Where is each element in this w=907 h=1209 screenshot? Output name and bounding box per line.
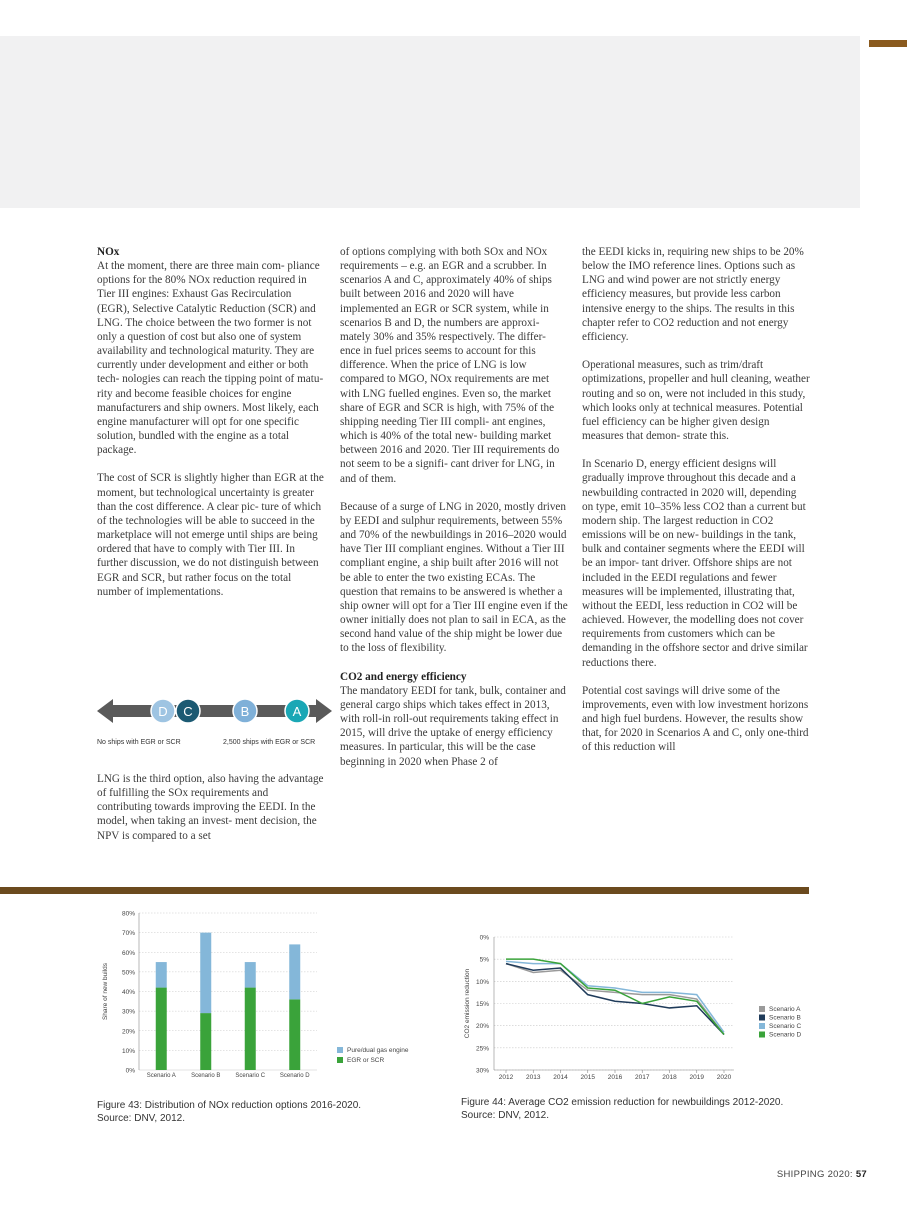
- paragraph: of options complying with both SOx and NOx requirements – e.g. an EGR and a scrubber. In scenarios A and C, approximately 40% of ships built between 2016 and 2020 will have implemented an EGR or SCR system, while in scenarios B and D, the numbers are approxi- mately 30% and 35% respectively. The differ- ence in fuel prices seems to account for this difference. When the price of LNG is low compared to MGO, NOx requirements are met with LNG fuelled engines. Even so, the market share of EGR and SCR is high, with 75% of the shipping needing Tier III compli- ant engines, which is 40% of the total new- building market between 2016 and 2020. Tier III requirements do not seem to be a signifi- cant driver for LNG, in and of them.: [340, 246, 560, 485]
- figure-43-caption: [97, 1100, 361, 1125]
- paragraph: The mandatory EEDI for tank, bulk, container and general cargo ships which takes effect in 2013, with roll-in roll-out requirements taking effect in 2015, will drive the uptake of energy efficiency measures. In particular, this will be the case beginning in 2020 when Phase 2 of: [340, 684, 566, 768]
- bar-pure-dual-gas-engine: [245, 962, 256, 988]
- figure-44-line-chart: [458, 925, 818, 1081]
- y-tick-label: 30%: [121, 1008, 135, 1016]
- x-tick-label: 2014: [553, 1074, 568, 1081]
- legend-label: Scenario D: [769, 1031, 802, 1039]
- legend-swatch: [759, 1015, 765, 1021]
- bar-egr-or-scr: [245, 988, 256, 1070]
- paragraph: In Scenario D, energy efficient designs will gradually improve throughout this decade and a newbuilding contracted in 2020 will, depending on type, emit 10–35% less CO2 than a current but modern ship. The largest reduction in CO2 emissions will be on new- buildings in the tank, bulk and container segments where the EEDI will be an impor- tant driver. Offshore ships are not included in the EEDI regulations and fewer measures will be implemented, illustrating that, without the EEDI, less reduction in CO2 will be achieved. However, the modelling does not cover requirements from customers which can be demanding in the offshore sector and drive similar reductions there.: [582, 458, 808, 669]
- legend-label: Scenario A: [769, 1006, 801, 1013]
- line-scenario-a: [506, 964, 724, 1035]
- figure-44-caption-text: Figure 44: Average CO2 emission reduction for newbuildings 2012-2020.: [461, 1097, 784, 1108]
- text-column-1-continued: [97, 772, 325, 843]
- section-heading-co2: CO2 and energy efficiency: [340, 670, 467, 683]
- x-tick-label: 2019: [689, 1074, 704, 1081]
- page-footer: [777, 1169, 867, 1180]
- scenario-marker-label: B: [240, 704, 250, 719]
- paragraph: Potential cost savings will drive some of the improvements, even with low investment horizons and high fuel burdens. However, the results show that, for 2020 in Scenarios A and C, only one-third of this reduction will: [582, 684, 809, 754]
- top-accent-bar: [869, 40, 907, 47]
- scale-left-label: No ships with EGR or SCR: [97, 739, 181, 746]
- y-tick-label: 10%: [475, 978, 489, 986]
- x-tick-label: 2013: [526, 1074, 541, 1081]
- paragraph: Because of a surge of LNG in 2020, mostly driven by EEDI and sulphur requirements, between 55% and 70% of the newbuildings in 2016–2020 would have Tier III compliant engines. Without a Tier III compliant engine, a ship built after 2016 will not be able to enter the two existing ECAs. The question that remains to be answered is whether a ship owner will opt for a Tier III engine even if the owner initially does not plan to sail in ECA, as the second hand value of the ship might be lower due to the loss of flexibility.: [340, 500, 568, 655]
- scenario-marker-label: D: [158, 704, 168, 719]
- legend-swatch: [759, 1023, 765, 1029]
- paragraph: Operational measures, such as trim/draft optimizations, propeller and hull cleaning, weather routing and so on, were not included in this study, which looks only at technical measures. Potential fuel efficiency can be higher given design measures that demon- strate this.: [582, 359, 810, 443]
- figure-44-source: Source: DNV, 2012.: [461, 1109, 550, 1121]
- paragraph: LNG is the third option, also having the advantage of fulfilling the SOx requirements and contributing towards improving the EEDI. In the model, when taking an invest- ment decision, the NPV is compared to a set: [97, 773, 324, 842]
- y-tick-label: 70%: [121, 930, 135, 938]
- bar-pure-dual-gas-engine: [156, 962, 167, 988]
- y-tick-label: 60%: [121, 949, 135, 957]
- bar-pure-dual-gas-engine: [200, 933, 211, 1013]
- paragraph: The cost of SCR is slightly higher than EGR at the moment, but technological uncertainty is greater than the cost difference. A clear pic- ture of which of the technologies will be able to succeed in the marketplace will not emerge until ships are being ordered that have to comply with Tier III. In further discussion, we do not distinguish between EGR and SCR, but rather focus on the total number of implementations.: [97, 472, 324, 598]
- y-axis-label: Share of new builds: [102, 962, 109, 1021]
- text-column-1: [97, 245, 325, 613]
- x-tick-label: 2020: [716, 1074, 732, 1081]
- text-column-2: [340, 245, 568, 783]
- scenario-marker-label: C: [183, 704, 193, 719]
- y-tick-label: 20%: [475, 1023, 489, 1031]
- figure-44-caption: [461, 1097, 783, 1122]
- y-tick-label: 15%: [475, 1001, 489, 1008]
- x-tick-label: Scenario C: [235, 1073, 266, 1079]
- y-tick-label: 40%: [121, 989, 135, 996]
- y-tick-label: 30%: [475, 1067, 489, 1075]
- x-tick-label: 2012: [498, 1074, 514, 1081]
- y-tick-label: 10%: [121, 1047, 135, 1055]
- y-tick-label: 0%: [479, 934, 489, 942]
- scenario-marker-label: A: [292, 704, 302, 719]
- y-tick-label: 20%: [121, 1028, 135, 1036]
- legend-swatch: [759, 1006, 765, 1012]
- legend-swatch: [337, 1047, 343, 1053]
- section-separator: [0, 887, 809, 894]
- bar-pure-dual-gas-engine: [289, 944, 300, 999]
- bar-egr-or-scr: [156, 988, 167, 1070]
- y-tick-label: 0%: [125, 1067, 135, 1075]
- figure-43-caption-text: Figure 43: Distribution of NOx reduction options 2016-2020.: [97, 1100, 362, 1111]
- y-tick-label: 50%: [121, 969, 135, 977]
- y-tick-label: 80%: [121, 910, 135, 918]
- legend-swatch: [759, 1032, 765, 1038]
- x-tick-label: 2015: [580, 1074, 595, 1081]
- x-tick-label: Scenario B: [191, 1073, 221, 1079]
- footer-label: SHIPPING 2020:: [776, 1169, 853, 1180]
- figure-43-source: Source: DNV, 2012.: [97, 1112, 186, 1124]
- legend-label: EGR or SCR: [347, 1057, 385, 1064]
- page-number: 57: [855, 1169, 867, 1180]
- x-tick-label: Scenario A: [146, 1073, 176, 1079]
- y-axis-label: CO2 emission reduction: [464, 968, 471, 1039]
- y-tick-label: 25%: [475, 1045, 489, 1053]
- legend-label: Scenario C: [769, 1023, 802, 1030]
- legend-label: Scenario B: [769, 1014, 801, 1022]
- legend-label: Pure/dual gas engine: [347, 1047, 409, 1054]
- section-heading-nox: NOx: [97, 246, 120, 258]
- paragraph: At the moment, there are three main com- pliance options for the 80% NOx reduction required in Tier III engines: Exhaust Gas Recirculation (EGR), Selective Catalytic Reduction (SCR) and LNG. The choice between the two former is not only a question of cost but also one of system availability and technological maturity. They are currently under development and either or both tech- nologies can reach the tipping point of matu- rity and become feasible choices for engine manufacturers and ship owners. Most likely, each engine manufacturer will opt for one specific solution, bundled with the engine as a total package.: [97, 260, 324, 457]
- header-band: [0, 36, 860, 208]
- bar-egr-or-scr: [289, 999, 300, 1070]
- text-column-3: [582, 245, 810, 769]
- x-tick-label: 2018: [662, 1074, 677, 1081]
- x-tick-label: 2016: [607, 1074, 623, 1081]
- x-tick-label: 2017: [635, 1074, 650, 1081]
- x-tick-label: Scenario D: [279, 1073, 310, 1079]
- paragraph: the EEDI kicks in, requiring new ships to be 20% below the IMO reference lines. Options such as LNG and wind power are not strictly energy efficiency measures, but provide less carbon intensive energy to the ships. The results in this chapter refer to CO2 reduction and not energy efficiency.: [582, 246, 804, 343]
- figure-43-bar-chart: [95, 905, 435, 1079]
- line-scenario-b: [506, 964, 724, 1035]
- scale-right-label: 2,500 ships with EGR or SCR: [223, 739, 316, 746]
- y-tick-label: 5%: [479, 956, 489, 964]
- bar-egr-or-scr: [200, 1013, 211, 1070]
- legend-swatch: [337, 1057, 343, 1063]
